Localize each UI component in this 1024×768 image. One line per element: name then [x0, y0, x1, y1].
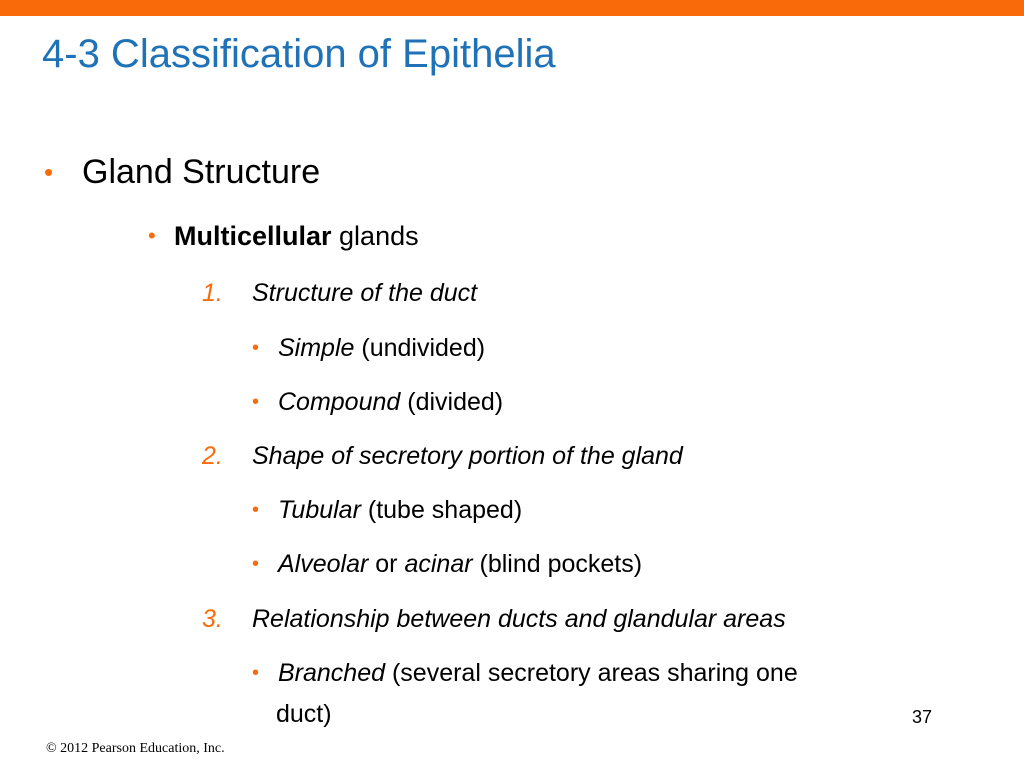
- italic-term: Tubular: [278, 496, 361, 524]
- sub-bullet-branched-continuation: duct): [276, 700, 332, 728]
- item-number: 3.: [202, 605, 223, 633]
- bullet-dot-icon: •: [252, 337, 260, 359]
- page-number: 37: [912, 707, 933, 727]
- bullet-dot-icon: •: [252, 662, 260, 684]
- bullet-dot-icon: •: [252, 391, 260, 413]
- italic-term: Branched: [278, 659, 386, 687]
- term-rest: (tube shaped): [360, 496, 523, 524]
- bullet-text: [174, 219, 419, 253]
- item-text: Relationship between ducts and glandular areas: [252, 605, 786, 633]
- bullet-text: [278, 548, 642, 580]
- bullet-text: [278, 657, 798, 689]
- italic-term: Alveolar: [278, 550, 369, 578]
- item-text: Shape of secretory portion of the gland: [252, 442, 683, 470]
- italic-term: Compound: [278, 388, 401, 416]
- bold-term: Multicellular: [174, 221, 332, 251]
- copyright-footer: © 2012 Pearson Education, Inc.: [46, 741, 225, 756]
- bullet-text: [278, 386, 503, 418]
- bullet-dot-icon: •: [252, 553, 260, 575]
- item-number: 1.: [202, 279, 223, 307]
- item-number: 2.: [202, 442, 223, 470]
- italic-term: Simple: [278, 334, 355, 362]
- connector: or: [368, 550, 405, 578]
- term-rest: (undivided): [354, 334, 486, 362]
- term-rest: (several secretory areas sharing one: [385, 659, 798, 687]
- bullet-dot-icon: •: [148, 223, 156, 248]
- bullet-dot-icon: •: [252, 499, 260, 521]
- header-accent-bar: [0, 0, 1024, 16]
- term-rest: (blind pockets): [472, 550, 643, 578]
- bullet-text: Gland Structure: [82, 153, 321, 191]
- term-rest: glands: [331, 221, 419, 251]
- italic-term: acinar: [404, 550, 473, 578]
- term-rest: (divided): [400, 388, 504, 416]
- bullet-text: [278, 332, 485, 364]
- item-text: Structure of the duct: [252, 279, 478, 307]
- bullet-dot-icon: •: [44, 157, 54, 187]
- slide-title: 4-3 Classification of Epithelia: [42, 32, 556, 76]
- bullet-text: [278, 494, 522, 526]
